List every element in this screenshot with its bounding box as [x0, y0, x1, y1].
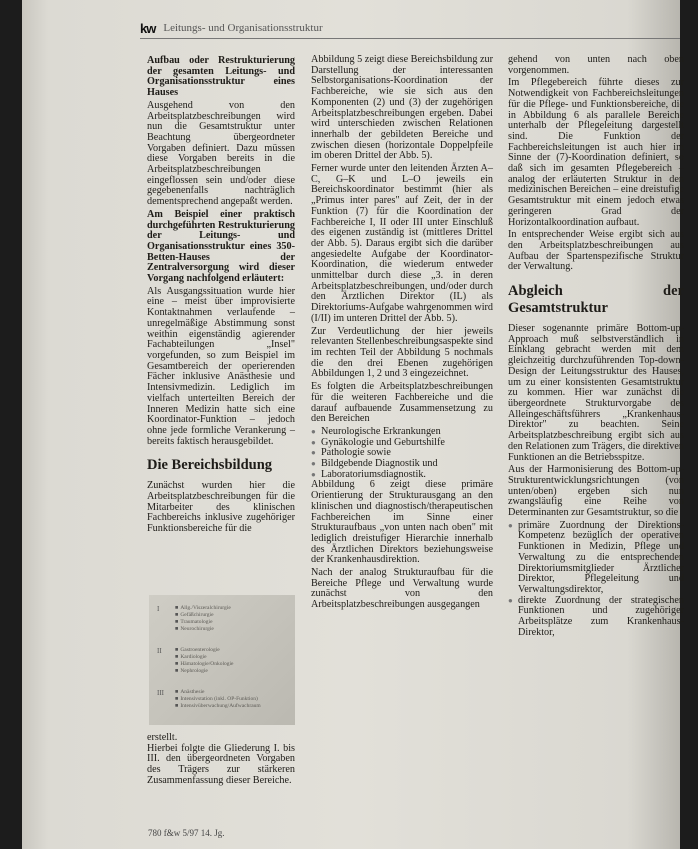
- paragraph: Aus der Harmonisierung des Bottom-up-Strukturentwicklungsrichtungen (von unten/oben) ergeben sich nun zwangsläufig eine Reihe von Determinanten zur Gesamtstruktur, so die: [508, 464, 684, 519]
- bullet-list: [311, 427, 493, 481]
- paragraph: Abbildung 5 zeigt diese Bereichsbildung zur Darstellung der interessanten Selbstorganisations-Koordination der Fachbereiche, wie sie sich aus den Komponenten (2) und (3) der zugehörigen Arbeitsplatzbeschreibungen ergeben. Dabei wird unterschieden zwischen Relationen innerhalb der gebildeten Bereiche und zwischen diesen (horizontale Doppelpfeile im oberen Drittel der Abb. 5).: [311, 54, 493, 162]
- column-right: [508, 55, 684, 638]
- journal-logo: kw: [140, 20, 156, 36]
- group-roman-numeral: II: [157, 647, 162, 655]
- list-item: ● primäre Zuordnung der Direktions-Kompetenz bezüglich der operativen Funktionen in Medizin, Pflege und Verwaltung zu die entsprechenden Direktoriumsmitglieder Ärztlicher Direktor, Pflegeleitung und Verwaltungsdirektor,: [508, 521, 684, 596]
- section-heading: Die Bereichsbildung: [147, 457, 273, 474]
- paragraph: Zunächst wurden hier die Arbeitsplatzbeschreibungen für die Mitarbeiter des klinischen Fachbereichs inklusive zugehöriger Funktionsbereiche für die: [147, 480, 295, 535]
- figure-item: ■ Intensivstation (inkl. OP-Funktion): [175, 696, 287, 703]
- column-left-continued: [147, 733, 295, 787]
- paragraph: Dieser sogenannte primäre Bottom-up-Approach muß selbstverständlich in Einklang gebracht werden mit dem gleichzeitig durchzuführenden Top-down-Design der Leitungsstruktur des Hauses, um zu einer konsistenten Gesamtstruktur zu kommen. Hier war zunächst die übergeordnete Strukturvorgabe des Alleingeschäftsführers „Krankenhaus-Direktor" zu beachten. Seine Arbeitsplatzbeschreibung ergibt sich aus den Relationen zum Trägers, die direktiven Funktionen an die Betriebsspitze.: [508, 323, 684, 463]
- paragraph: In entsprechender Weise ergibt sich aus den Arbeitsplatzbeschreibungen aus Aufbau der Spartenspezifische Struktur der Verwaltung.: [508, 229, 684, 273]
- paragraph: gehend von unten nach oben vorgenommen.: [508, 54, 684, 76]
- figure-item: ■ Anästhesie: [175, 689, 287, 696]
- column-left: [147, 56, 295, 537]
- list-item: ● Neurologische Erkrankungen: [311, 427, 493, 438]
- paragraph: Als Ausgangssituation wurde hier eine – meist über improvisierte Kontaktnahmen verlaufende – unregelmäßige Abstimmung sonst weithin eigenständig agierender Fachabteilungen „Insel" vorgefunden, so zum Beispiel im Gesamtbereich der operierenden Fächer inklusive Anästhesie und Intensivmedizin. Lediglich im vielfach unterteilten Bereich der Inneren Medizin hatte sich eine Koordinator-Funktion – jedoch ohne jede formliche Verankerung – bereits faktisch herausgebildet.: [147, 285, 295, 447]
- running-title: Leitungs- und Organisationsstruktur: [163, 22, 323, 34]
- list-item: ● direkte Zuordnung der strategischen Funktionen und zugehöriger Arbeitsplätze zum Krankenhaus-Direktor,: [508, 596, 684, 639]
- group-roman-numeral: III: [157, 689, 164, 697]
- paragraph: Im Pflegebereich führte dieses zur Notwendigkeit von Fachbereichsleitungen für die Pflege- und Funktionsbereiche, die in Abbildung 6 als parallele Bereiche unterhalb der Pflegeleitung dargestellt sind. Die Funktion der Fachbereichsleitungen ist auch hier im Sinne der (7)-Koordination definiert, so daß sich im gesamten Pflegebereich – analog der erläuterten Struktur in den medizinischen Bereichen – eine dreistufige Gesamtstruktur mit einem jedoch etwas geringeren Grad der Horizontalkoordination aufbaut.: [508, 77, 684, 228]
- paragraph: Ferner wurde unter den leitenden Ärzten A–C, G–K und L–O jeweils ein Bereichskoordinator bestimmt (hier als „Primus inter pares" auf Zeit, der in der Funktion (7) für die Koordination der Fachbereiche I, II oder III unter Einschluß des eigenen zuständig ist (mittleres Drittel der Abb. 5). Daraus ergibt sich die darüber angesiedelte Aufgabe der Koordinator-Koordination, die wiederum entweder unmittelbar durch diese „3. in deren Arbeitsplatzbeschreibungen, und/oder durch den Ärztlichen Direktor (IL) als Direktoriums-Aufgabe wahrgenommen wird (I/II) im unteren Drittel der Abb. 5).: [311, 163, 494, 324]
- figure-item: ■ Hämatologie/Onkologie: [175, 661, 287, 668]
- paragraph: Nach der analog Strukturaufbau für die Bereiche Pflege und Verwaltung wurde zunächst von den Arbeitsplatzbeschreibungen ausgegangen: [311, 567, 493, 611]
- figure-item: ■ Nephrologie: [175, 668, 287, 675]
- intro-heading: Aufbau oder Restrukturierung der gesamten Leitungs- und Organisationsstruktur eines Hauses: [147, 55, 295, 99]
- figure-item: ■ Traumatologie: [175, 619, 287, 626]
- figure-item: ■ Allg./Viszeralchirurgie: [175, 605, 287, 612]
- figure-item: ■ Neurochirurgie: [175, 626, 287, 633]
- section-heading: Abgleich der Gesamtstruktur: [508, 283, 684, 317]
- paragraph: erstellt.: [147, 732, 178, 743]
- department-grouping-figure: [149, 595, 295, 725]
- paragraph: Hierbei folgte die Gliederung I. bis III. den übergeordneten Vorgaben des Trägers zur stärkeren Zusammenfassung dieser Bereiche.: [147, 742, 295, 786]
- paragraph: Ausgehend von den Arbeitsplatzbeschreibungen wird nun die Gesamtstruktur unter Beachtung übergeordneter Vorgaben definiert. Dazu müssen diese Vorgaben bereits in die Arbeitsplatzbeschreibungen eingeflossen sein und/oder diese gegebenenfalls nachträglich dementsprechend angepaßt werden.: [147, 99, 295, 208]
- page-footer: 780 f&w 5/97 14. Jg.: [148, 828, 225, 838]
- header-rule: [140, 38, 680, 39]
- list-item: ● Pathologie sowie: [311, 448, 493, 459]
- page-header: [140, 20, 323, 36]
- paragraph: Es folgten die Arbeitsplatzbeschreibungen für die weiteren Fachbereiche und die darauf aufbauende Zusammensetzung zu den Bereichen: [311, 381, 493, 425]
- paragraph: Abbildung 6 zeigt diese primäre Orientierung der Strukturausgang an den klinischen und diagnostisch/therapeutischen Fachbereichen im Sinne einer Strukturaufbaus „von unten nach oben" mit lediglich dreistufiger Hierarchie innerhalb des Ärztlichen Direktors beziehungsweise der Krankenhausdirektion.: [311, 479, 493, 566]
- list-item: ● Gynäkologie und Geburtshilfe: [311, 438, 493, 449]
- group-roman-numeral: I: [157, 605, 160, 613]
- figure-item: ■ Intensivüberwachung/Aufwachraum: [175, 703, 287, 710]
- bullet-list: [508, 521, 684, 639]
- example-heading: Am Beispiel einer praktisch durchgeführten Restrukturierung der Leitungs- und Organisationsstruktur eines 350-Betten-Hauses der Zentralversorgung wird dieser Vorgang nachfolgend erläutert:: [147, 208, 295, 285]
- paragraph: Zur Verdeutlichung der hier jeweils relevanten Stellenbeschreibungsaspekte sind im rechten Teil der Abbildung 5 nochmals die den drei Ebenen zugehörigen Abbildungen 1, 2 und 3 eingezeichnet.: [311, 325, 493, 380]
- list-item: ● Laboratoriumsdiagnostik.: [311, 470, 493, 481]
- figure-item: ■ Gastroenterologie: [175, 647, 287, 654]
- figure-item: ■ Gefäßchirurgie: [175, 612, 287, 619]
- list-item: ● Bildgebende Diagnostik und: [311, 459, 493, 470]
- column-middle: [311, 55, 493, 613]
- figure-item: ■ Kardiologie: [175, 654, 287, 661]
